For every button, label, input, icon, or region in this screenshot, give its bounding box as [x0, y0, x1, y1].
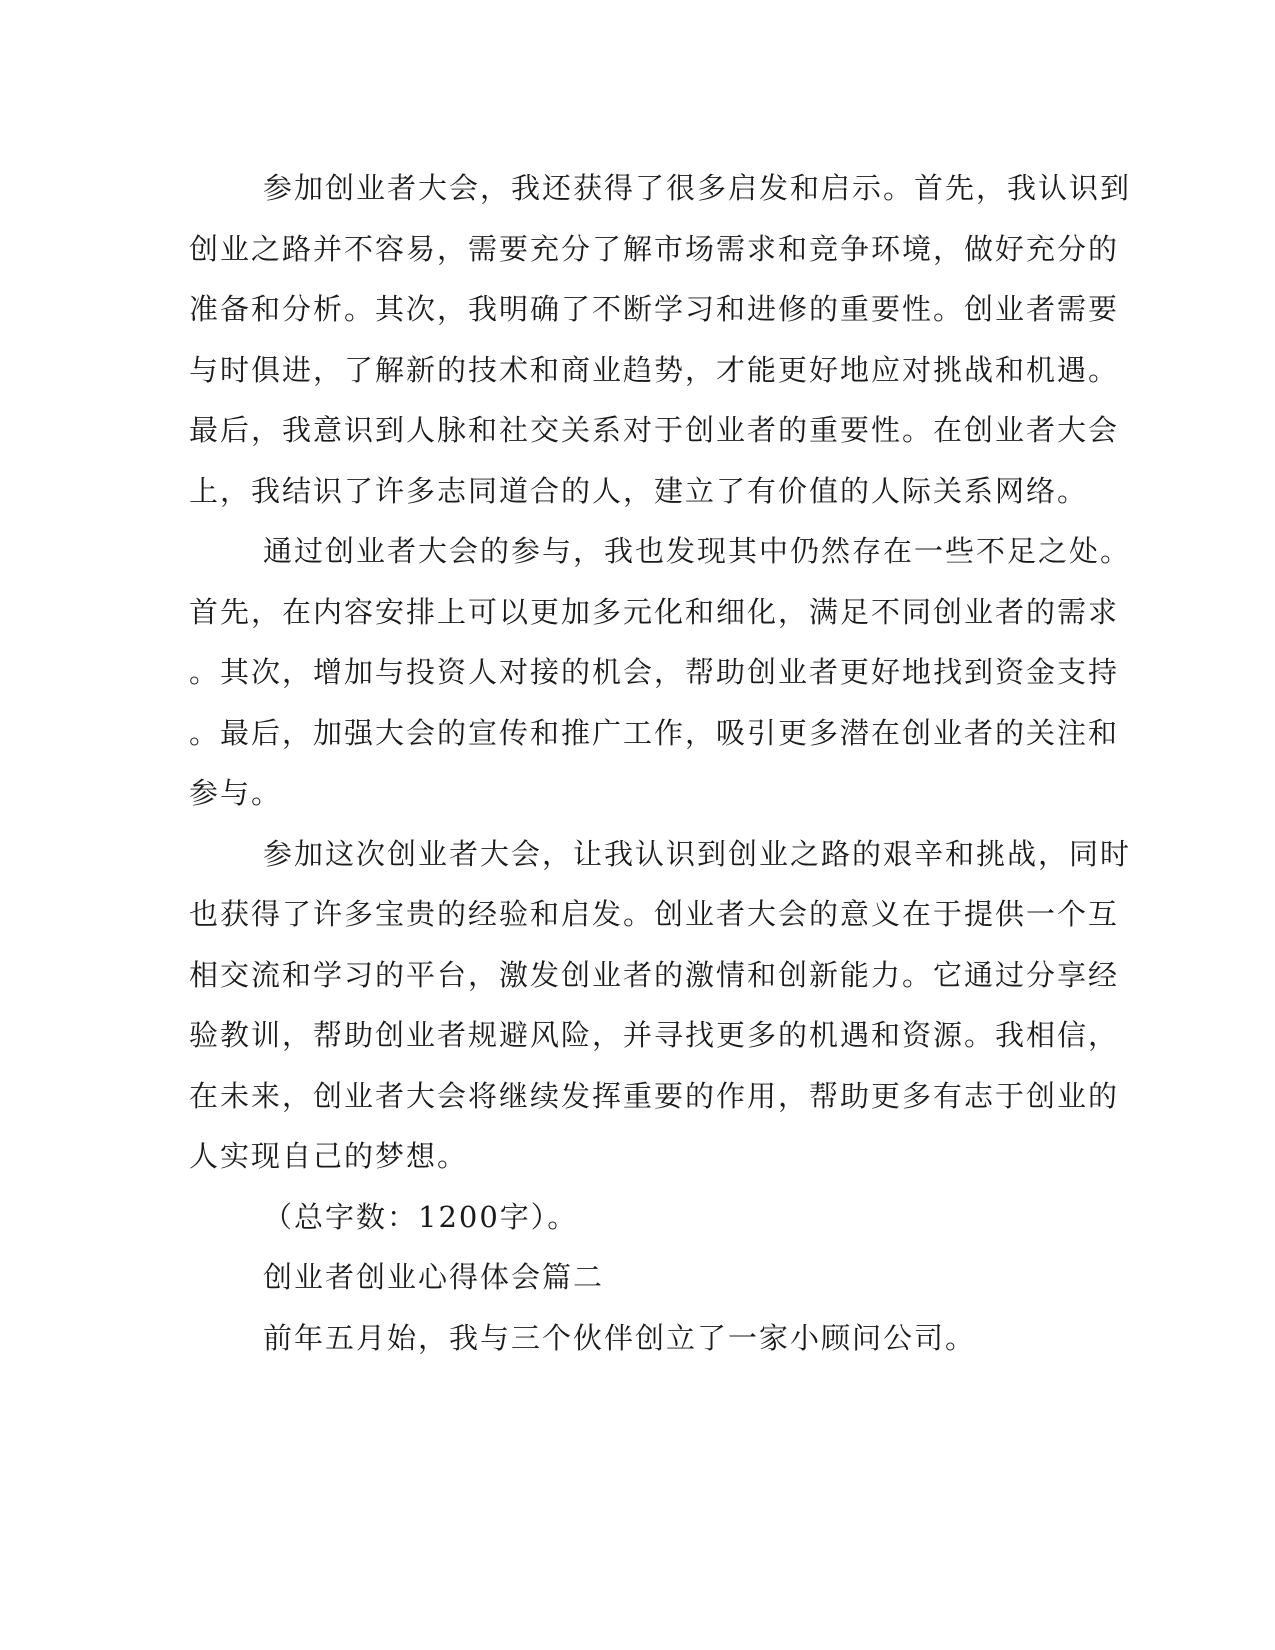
- paragraph-line: 通过创业者大会的参与，我也发现其中仍然存在一些不足之处。: [263, 534, 1132, 568]
- paragraph-line: 上，我结识了许多志同道合的人，建立了有价值的人际关系网络。: [189, 473, 1089, 508]
- paragraph-line: 与时俱进，了解新的技术和商业趋势，才能更好地应对挑战和机遇。: [189, 352, 1120, 387]
- section-title: 创业者创业心得体会篇二: [263, 1260, 605, 1294]
- paragraph-3: [189, 824, 1132, 1187]
- paragraph-1: [189, 158, 1132, 521]
- paragraph-line: 验教训，帮助创业者规避风险，并寻找更多的机遇和资源。我相信，: [189, 1018, 1120, 1052]
- paragraph-line: 参加这次创业者大会，让我认识到创业之路的艰辛和挑战，同时: [263, 836, 1132, 871]
- paragraph-line: 最后，我意识到人脉和社交关系对于创业者的重要性。在创业者大会: [189, 413, 1120, 447]
- paragraph-line: 创业之路并不容易，需要充分了解市场需求和竞争环境，做好充分的: [189, 231, 1120, 266]
- paragraph-line: 人实现自己的梦想。: [189, 1139, 469, 1173]
- document-body: [189, 158, 1132, 1368]
- paragraph-line: 。最后，加强大会的宣传和推广工作，吸引更多潜在创业者的关注和: [189, 715, 1120, 750]
- paragraph-line: 相交流和学习的平台，激发创业者的激情和创新能力。它通过分享经: [189, 957, 1120, 992]
- paragraph-line: 准备和分析。其次，我明确了不断学习和进修的重要性。创业者需要: [189, 292, 1120, 326]
- paragraph-line: 首先，在内容安排上可以更加多元化和细化，满足不同创业者的需求: [189, 594, 1120, 629]
- paragraph-line: 参加创业者大会，我还获得了很多启发和启示。首先，我认识到: [263, 171, 1132, 205]
- paragraph-line: 。其次，增加与投资人对接的机会，帮助创业者更好地找到资金支持: [189, 655, 1120, 689]
- word-count-note: （总字数：1200字）。: [263, 1199, 579, 1234]
- closing-line: 前年五月始，我与三个伙伴创立了一家小顾问公司。: [263, 1320, 977, 1355]
- paragraph-2: [189, 521, 1132, 824]
- paragraph-line: 参与。: [189, 776, 283, 810]
- paragraph-line: 也获得了许多宝贵的经验和启发。创业者大会的意义在于提供一个互: [189, 897, 1120, 931]
- paragraph-line: 在未来，创业者大会将继续发挥重要的作用，帮助更多有志于创业的: [189, 1078, 1120, 1113]
